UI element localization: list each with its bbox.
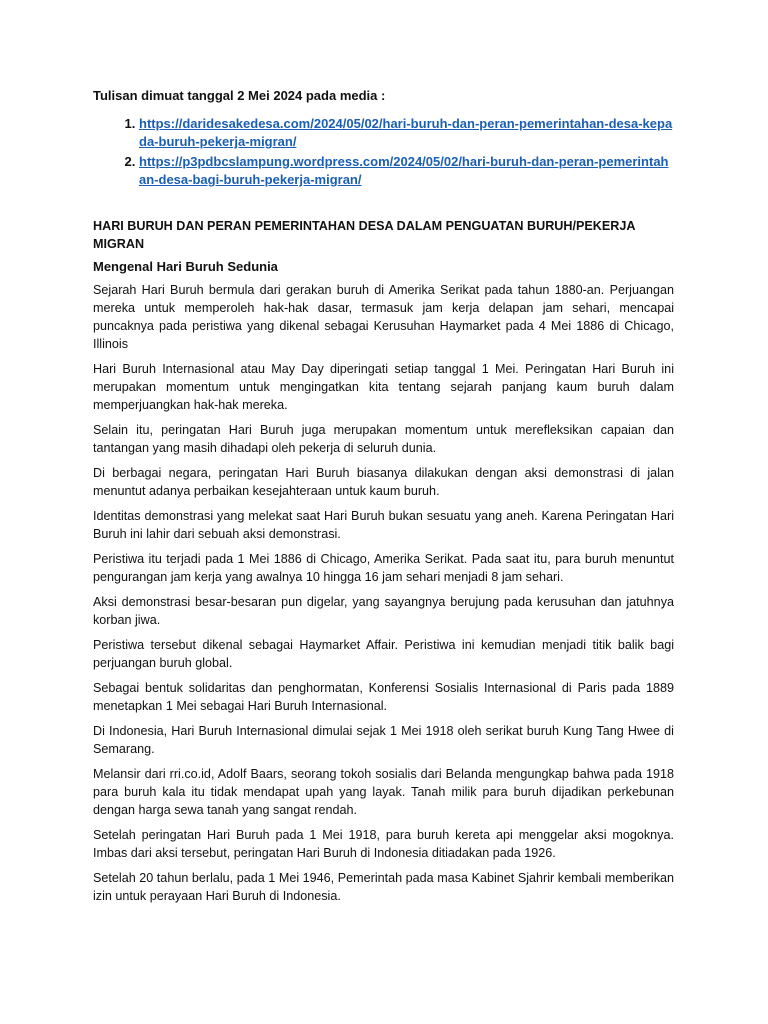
paragraph: Setelah peringatan Hari Buruh pada 1 Mei 1918, para buruh kereta api menggelar aksi mogoknya. Imbas dari aksi tersebut, peringatan Hari Buruh di Indonesia ditiadakan pada 1926. <box>93 828 674 860</box>
section-heading: Mengenal Hari Buruh Sedunia <box>93 259 278 274</box>
source-links-list <box>93 115 674 189</box>
source-link-item <box>139 153 674 189</box>
paragraph: Di berbagai negara, peringatan Hari Buruh biasanya dilakukan dengan aksi demonstrasi di jalan menuntut adanya perbaikan kesejahteraan untuk kaum buruh. <box>93 466 674 498</box>
paragraph: Sebagai bentuk solidaritas dan penghormatan, Konferensi Sosialis Internasional di Paris pada 1889 menetapkan 1 Mei sebagai Hari Buruh Internasional. <box>93 681 674 713</box>
paragraph: Setelah 20 tahun berlalu, pada 1 Mei 1946, Pemerintah pada masa Kabinet Sjahrir kembali memberikan izin untuk perayaan Hari Buruh di Indonesia. <box>93 871 674 903</box>
source-link-2[interactable]: https://p3pdbcslampung.wordpress.com/2024/05/02/hari-buruh-dan-peran-pemerintahan-desa-bagi-buruh-pekerja-migran/ <box>139 154 669 187</box>
source-link-1[interactable]: https://daridesakedesa.com/2024/05/02/hari-buruh-dan-peran-pemerintahan-desa-kepada-buruh-pekerja-migran/ <box>139 116 673 149</box>
paragraph: Peristiwa itu terjadi pada 1 Mei 1886 di Chicago, Amerika Serikat. Pada saat itu, para buruh menuntut pengurangan jam kerja yang awalnya 10 hingga 16 jam sehari menjadi 8 jam sehari. <box>93 552 674 584</box>
paragraph: Di Indonesia, Hari Buruh Internasional dimulai sejak 1 Mei 1918 oleh serikat buruh Kung Tang Hwee di Semarang. <box>93 724 674 756</box>
paragraph: Selain itu, peringatan Hari Buruh juga merupakan momentum untuk merefleksikan capaian dan tantangan yang masih dihadapi oleh pekerja di seluruh dunia. <box>93 423 674 455</box>
paragraph: Melansir dari rri.co.id, Adolf Baars, seorang tokoh sosialis dari Belanda mengungkap bahwa pada 1918 para buruh kala itu tidak mendapat upah yang layak. Tanah milik para buruh dijadikan perkebunan dengan harga sewa tanah yang sangat rendah. <box>93 767 674 817</box>
paragraph: Peristiwa tersebut dikenal sebagai Haymarket Affair. Peristiwa ini kemudian menjadi titik balik bagi perjuangan buruh global. <box>93 638 674 670</box>
article-body <box>93 281 674 905</box>
paragraph: Aksi demonstrasi besar-besaran pun digelar, yang sayangnya berujung pada kerusuhan dan jatuhnya korban jiwa. <box>93 595 674 627</box>
article-title: HARI BURUH DAN PERAN PEMERINTAHAN DESA DALAM PENGUATAN BURUH/PEKERJA MIGRAN <box>93 219 636 251</box>
paragraph: Hari Buruh Internasional atau May Day diperingati setiap tanggal 1 Mei. Peringatan Hari Buruh ini merupakan momentum untuk mengingatkan kita tentang sejarah panjang kaum buruh dalam memperjuangkan hak-hak mereka. <box>93 362 674 412</box>
paragraph: Identitas demonstrasi yang melekat saat Hari Buruh bukan sesuatu yang aneh. Karena Peringatan Hari Buruh ini lahir dari sebuah aksi demonstrasi. <box>93 509 674 541</box>
source-link-item <box>139 115 674 151</box>
paragraph: Sejarah Hari Buruh bermula dari gerakan buruh di Amerika Serikat pada tahun 1880-an. Perjuangan mereka untuk memperoleh hak-hak dasar, termasuk jam kerja delapan jam sehari, mencapai puncaknya pada peristiwa yang dikenal sebagai Kerusuhan Haymarket pada 4 Mei 1886 di Chicago, Illinois <box>93 283 674 351</box>
publication-note: Tulisan dimuat tanggal 2 Mei 2024 pada media : <box>93 88 386 103</box>
